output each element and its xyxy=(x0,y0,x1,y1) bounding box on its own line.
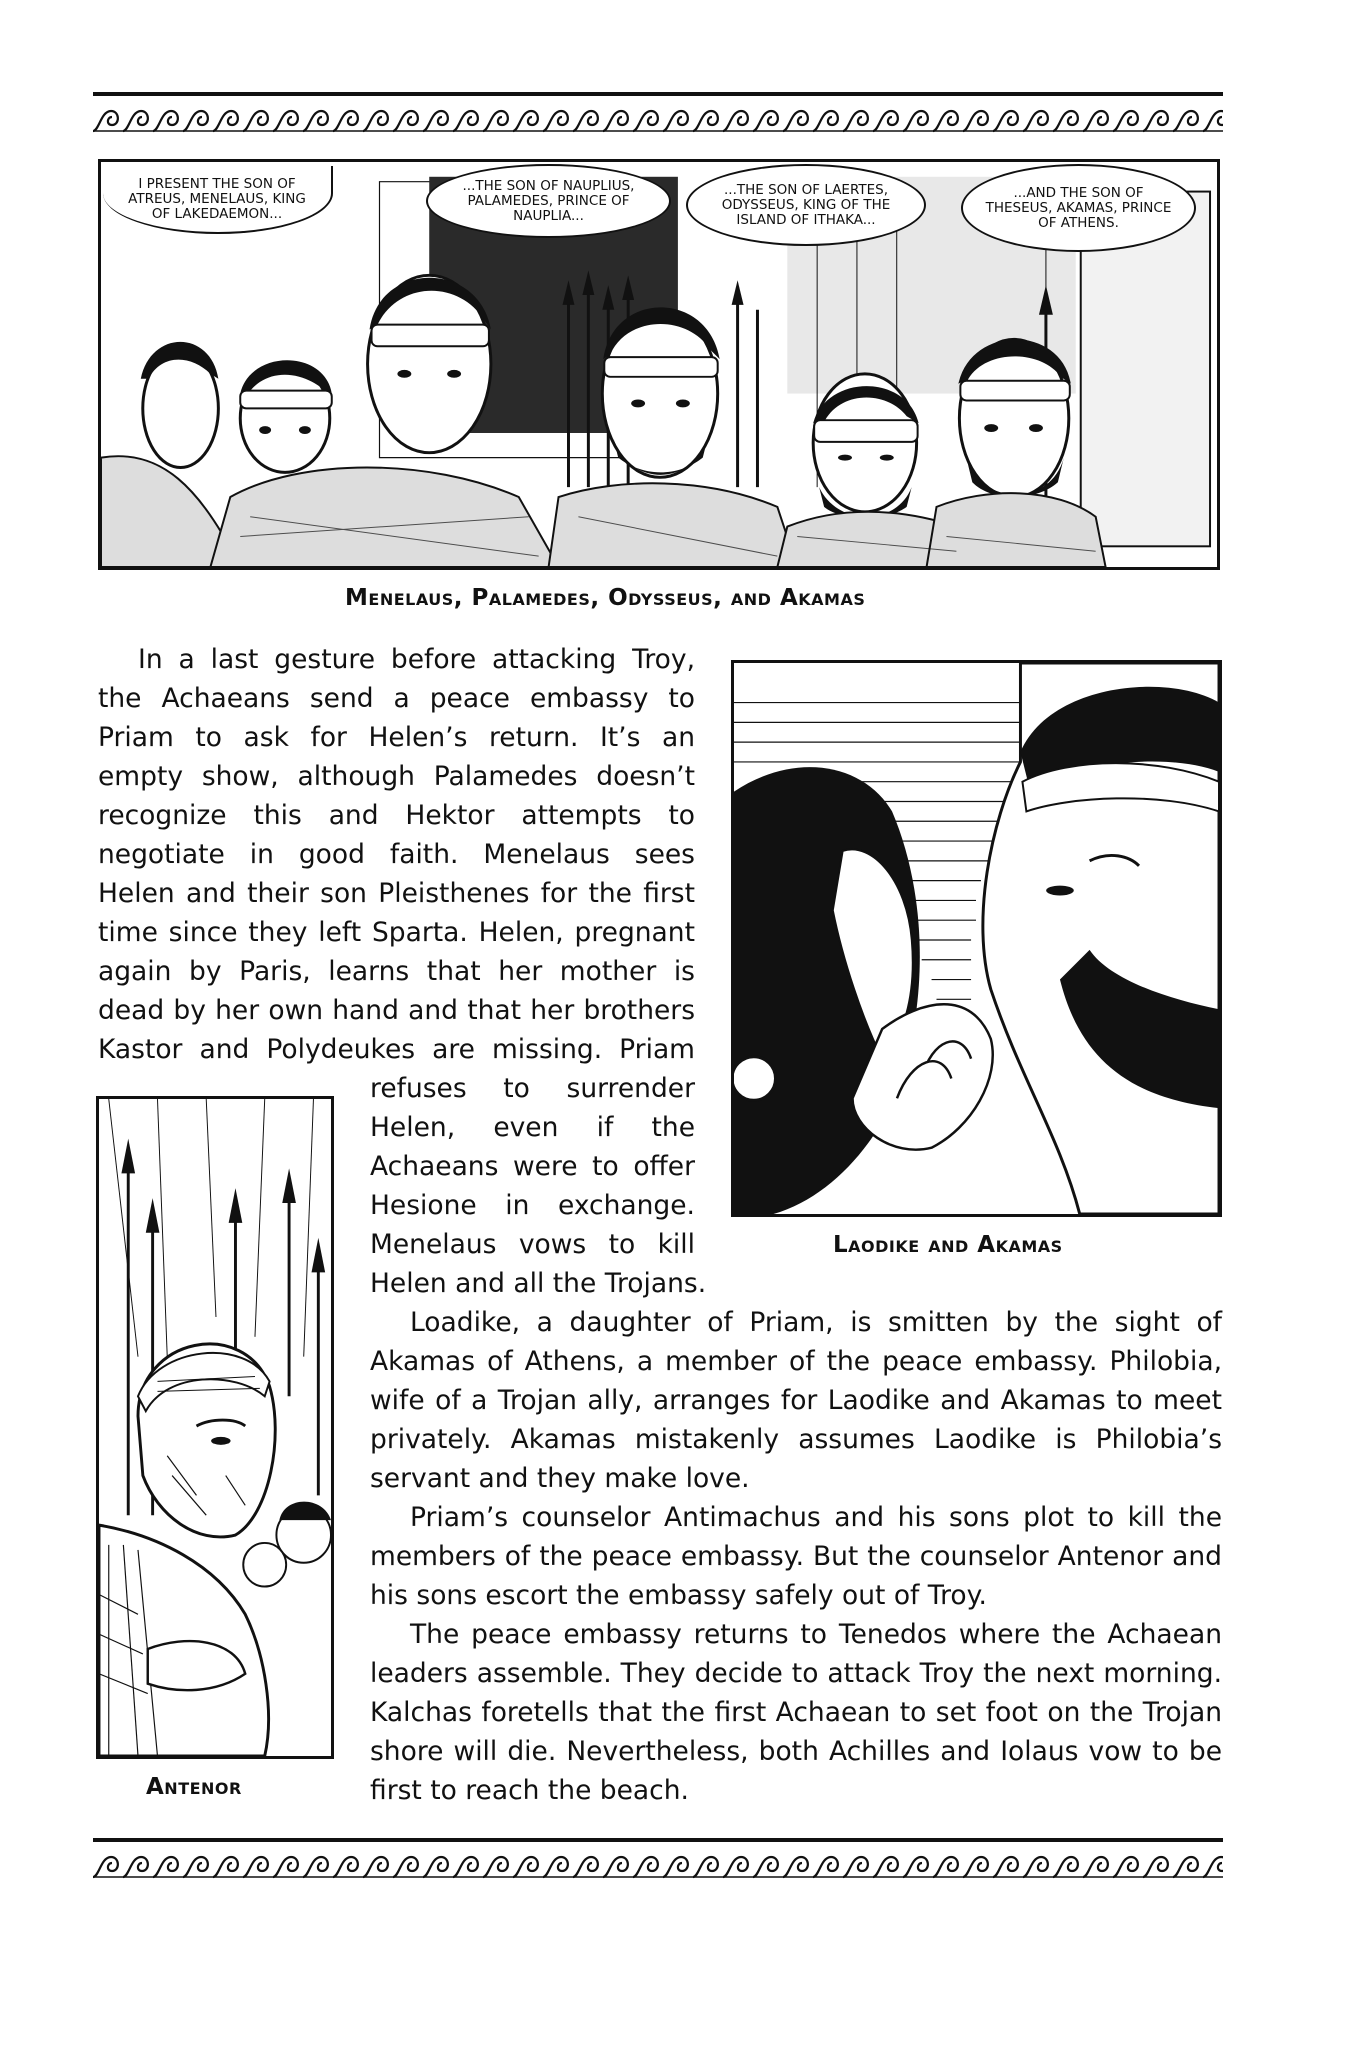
text-line: recognize this and Hektor attempts to xyxy=(98,800,695,831)
text-line: Priam to ask for Helen’s return. It’s an xyxy=(98,722,695,753)
text-line: Hesione in exchange. xyxy=(370,1190,695,1221)
text-line: Menelaus vows to kill xyxy=(370,1229,695,1260)
text-line: dead by her own hand and that her brothers xyxy=(98,995,695,1026)
top-wave-border xyxy=(93,103,1223,137)
embassy-comic-panel xyxy=(98,159,1220,570)
text-line: refuses to surrender xyxy=(370,1073,695,1104)
text-line: Achaeans were to offer xyxy=(370,1151,695,1182)
text-line: Helen and all the Trojans. xyxy=(370,1268,707,1299)
top-rule xyxy=(93,92,1223,96)
paragraph-4: The peace embassy returns to Tenedos where the Achaean leaders assemble. They decide to attack Troy the next morning. Kalchas foretells that the first Achaean to set foot on the Trojan shore will die. Nevertheless, both Achilles and Iolaus vow to be first to reach the beach. xyxy=(370,1619,1222,1806)
speech-balloon-odysseus: ...THE SON OF LAERTES, ODYSSEUS, KING OF THE ISLAND OF ITHAKA... xyxy=(686,164,926,246)
bottom-rule xyxy=(93,1838,1223,1842)
antenor-panel-caption: Antenor xyxy=(146,1774,242,1800)
text-line: Kastor and Polydeukes are missing. Priam xyxy=(98,1034,695,1065)
paragraph-1-wide xyxy=(98,640,695,679)
antenor-panel xyxy=(96,1096,334,1759)
speech-balloon-akamas: ...AND THE SON OF THESEUS, AKAMAS, PRINCE OF ATHENS. xyxy=(961,164,1196,252)
text-line: Helen and their son Pleisthenes for the first xyxy=(98,878,695,909)
text-line: time since they left Sparta. Helen, pregnant xyxy=(98,917,695,948)
text-line: empty show, although Palamedes doesn’t xyxy=(98,761,695,792)
embassy-panel-caption: Menelaus, Palamedes, Odysseus, and Akamas xyxy=(345,585,866,611)
text-line: In a last gesture before attacking Troy, xyxy=(138,644,695,675)
remaining-paragraphs xyxy=(370,1303,1222,1810)
laodike-akamas-panel xyxy=(731,660,1222,1217)
paragraph-3: Priam’s counselor Antimachus and his sons plot to kill the members of the peace embassy. But the counselor Antenor and his sons escort the embassy safely out of Troy. xyxy=(370,1502,1222,1611)
paragraph-1-wide-cont xyxy=(98,679,695,1069)
paragraph-1-narrow-end xyxy=(370,1264,730,1303)
paragraph-2: Loadike, a daughter of Priam, is smitten by the sight of Akamas of Athens, a member of the peace embassy. Philobia, wife of a Trojan ally, arranges for Laodike and Akamas to meet privately. Akamas mistakenly assumes Laodike is Philobia’s servant and they make love. xyxy=(370,1307,1222,1494)
paragraph-1-narrow xyxy=(370,1069,695,1264)
laodike-panel-caption: Laodike and Akamas xyxy=(833,1232,1063,1258)
text-line: again by Paris, learns that her mother is xyxy=(98,956,695,987)
text-line: Helen, even if the xyxy=(370,1112,695,1143)
text-line: negotiate in good faith. Menelaus sees xyxy=(98,839,695,870)
bottom-wave-border xyxy=(93,1849,1223,1883)
speech-balloon-menelaus: I PRESENT THE SON OF ATREUS, MENELAUS, KING OF LAKEDAEMON... xyxy=(103,166,333,234)
speech-balloon-palamedes: ...THE SON OF NAUPLIUS, PALAMEDES, PRINCE OF NAUPLIA... xyxy=(426,164,671,238)
text-line: the Achaeans send a peace embassy to xyxy=(98,683,695,714)
